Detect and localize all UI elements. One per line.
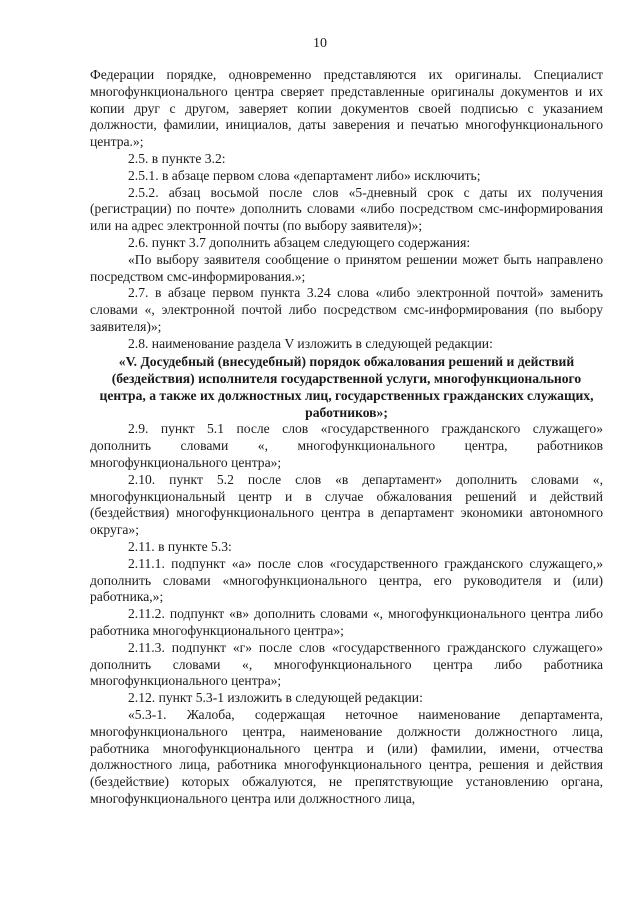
paragraph-2-11: 2.11. в пункте 5.3: xyxy=(128,538,232,554)
paragraph-2-6: 2.6. пункт 3.7 дополнить абзацем следующего содержания: xyxy=(128,234,471,250)
paragraph-2-10: 2.10. пункт 5.2 после слов «в департамент» дополнить словами «, многофункциональный центр и в случае обжалования решений и действий (бездействия) многофункционального центра в департамент экономики автономного округа»; xyxy=(90,471,603,538)
paragraph-2-5-1: 2.5.1. в абзаце первом слова «департамент либо» исключить; xyxy=(128,167,481,183)
page-number: 10 xyxy=(313,36,327,51)
document-body xyxy=(90,67,603,808)
section-v-heading: «V. Досудебный (внесудебный) порядок обжалования решений и действий (бездействия) исполнителя государственной услуги, многофункционального центра, а также их должностных лиц, государственных гражданских служащих, работников»; xyxy=(99,353,594,421)
paragraph-2-12: 2.12. пункт 5.3-1 изложить в следующей редакции: xyxy=(128,690,423,706)
paragraph-2-5: 2.5. в пункте 3.2: xyxy=(128,150,226,166)
paragraph-quote-sms: «По выбору заявителя сообщение о принятом решении может быть направлено посредством смс-информирования.»; xyxy=(90,251,603,284)
paragraph-2-5-2: 2.5.2. абзац восьмой после слов «5-дневный срок с даты их получения (регистрации) по почте» дополнить словами «либо посредством смс-информирования или на адрес электронной почты (по выбору заявителя)»; xyxy=(90,184,603,234)
paragraph-2-7: 2.7. в абзаце первом пункта 3.24 слова «либо электронной почтой» заменить словами «, электронной почтой либо посредством смс-информирования (по выбору заявителя)»; xyxy=(90,285,603,334)
paragraph-2-9: 2.9. пункт 5.1 после слов «государственного гражданского служащего» дополнить словами «, многофункционального центра, работников многофункционального центра»; xyxy=(90,421,603,470)
paragraph-2-11-3: 2.11.3. подпункт «г» после слов «государственного гражданского служащего» дополнить словами «, многофункционального центра либо работника многофункционального центра»; xyxy=(90,639,603,689)
paragraph-5-3-1: «5.3-1. Жалоба, содержащая неточное наименование департамента, многофункционального центра, наименование должности должностного лица, работника многофункционального центра и (или) фамилии, имени, отчества должностного лица, работника многофункционального центра, решения и действия (бездействие) которых обжалуются, не препятствующие установлению органа, многофункционального центра или должностного лица, xyxy=(90,706,603,806)
paragraph-2-8: 2.8. наименование раздела V изложить в следующей редакции: xyxy=(128,335,493,351)
paragraph-2-11-2: 2.11.2. подпункт «в» дополнить словами «, многофункционального центра либо работника многофункционального центра»; xyxy=(90,606,603,638)
paragraph-continuation: Федерации порядке, одновременно представляются их оригиналы. Специалист многофункционального центра сверяет представленные оригиналы документов и их копии друг с другом, заверяет копии документов своей подписью с указанием должности, фамилии, инициалов, даты заверения и печатью многофункционального центра.»; xyxy=(90,67,603,150)
paragraph-2-11-1: 2.11.1. подпункт «а» после слов «государственного гражданского служащего,» дополнить словами «многофункционального центра, его руководителя и (или) работника,»; xyxy=(90,555,603,605)
